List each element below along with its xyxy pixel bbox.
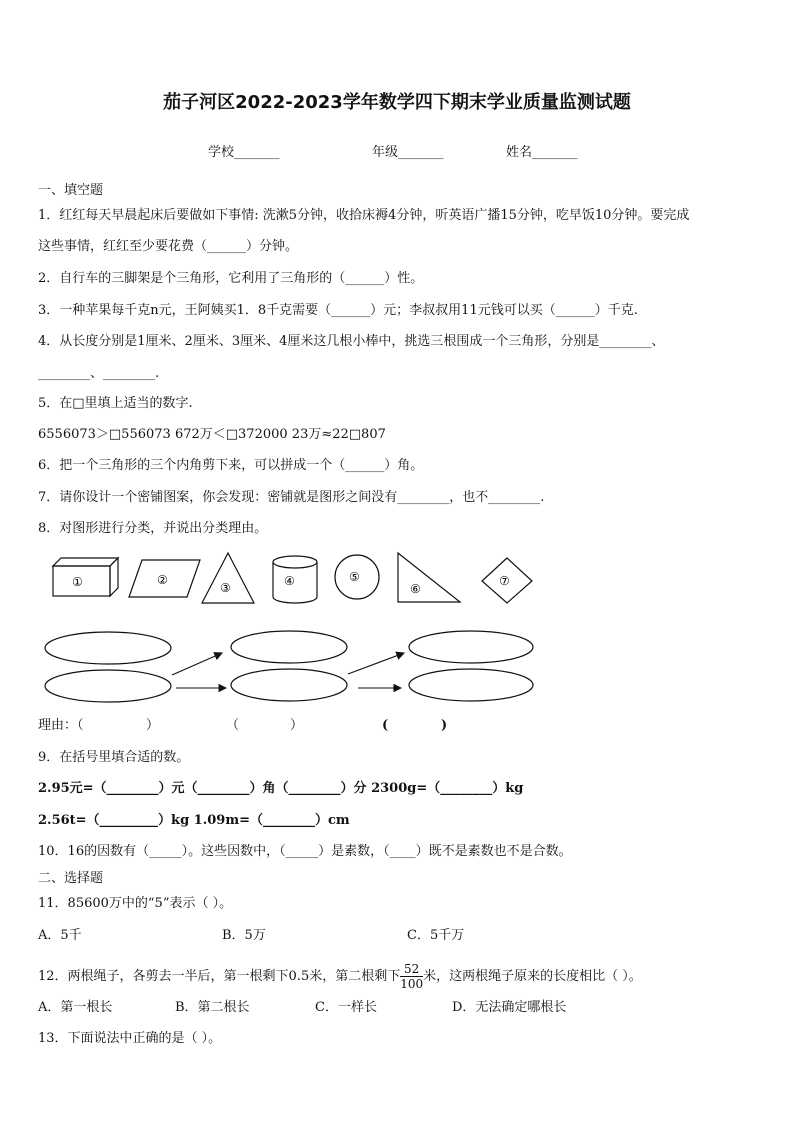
q12-fraction [400, 962, 423, 991]
q1-line2: 这些事情，红红至少要花费（______）分钟。 [38, 239, 299, 254]
q12-option-a: A．第一根长 [38, 1000, 113, 1015]
q4-line2: ________、________. [38, 366, 160, 381]
q7-text: 7．请你设计一个密铺图案，你会发现：密铺就是图形之间没有________，也不________. [38, 490, 545, 505]
q8-reason-close-1: ） [146, 718, 160, 733]
q12-option-b: B．第二根长 [175, 1000, 250, 1015]
q3-text: 3．一种苹果每千克n元，王阿姨买1．8千克需要（______）元；李叔叔用11元钱可以买（______）千克. [38, 303, 638, 318]
shape-7-diamond [482, 558, 532, 603]
q1-line1: 1．红红每天早晨起床后要做如下事情: 洗漱5分钟，收拾床褥4分钟，听英语广播15分钟，吃早饭10分钟。要完成 [38, 208, 690, 223]
q2-text: 2．自行车的三脚架是个三角形，它利用了三角形的（______）性。 [38, 271, 424, 286]
category-ellipse [231, 631, 347, 663]
shape-2-label: ② [157, 573, 168, 587]
q9-line1: 2.95元=（________）元（________）角（________）分 2300g=（________）kg [38, 781, 524, 796]
school-field: 学校_______ [208, 145, 280, 160]
shape-3-triangle [202, 553, 254, 603]
q11-option-b: B．5万 [222, 928, 266, 943]
q4-line1: 4．从长度分别是1厘米、2厘米、3厘米、4厘米这几根小棒中，挑选三根围成一个三角形，分别是________、 [38, 334, 665, 349]
shape-2-parallelogram [129, 560, 200, 597]
shape-5-circle [335, 555, 379, 599]
q8-reason-close-2: ） [290, 718, 304, 733]
q12-suffix: 米，这两根绳子原来的长度相比（ ）。 [423, 969, 642, 984]
q11-text: 11．85600万中的“5”表示（ ）。 [38, 896, 233, 911]
q11-option-c: C．5千万 [407, 928, 465, 943]
q10-text: 10．16的因数有（_____）。这些因数中，（_____）是素数，（____）既不是素数也不是合数。 [38, 844, 572, 859]
q9-line2: 2.56t=（_________）kg 1.09m=（________）cm [38, 813, 350, 828]
arrow [172, 653, 222, 675]
section-choice-heading: 二、选择题 [38, 871, 104, 886]
q5-line2: 6556073＞□556073 672万＜□372000 23万≈22□807 [38, 427, 386, 442]
shape-3-label: ③ [220, 581, 231, 595]
q5-line1: 5．在□里填上适当的数字. [38, 396, 193, 411]
q11-option-a: A．5千 [38, 928, 82, 943]
arrow [348, 653, 404, 674]
q12-fraction-denominator: 100 [400, 977, 424, 991]
category-ellipse [45, 632, 171, 664]
q8-reason-label: 理由：（ [38, 718, 84, 733]
q8-reason-open-3: ( [382, 718, 389, 733]
q9-text: 9．在括号里填合适的数。 [38, 750, 190, 765]
q8-figure [0, 545, 794, 715]
q8-reason-open-2: （ [226, 718, 240, 733]
q13-text: 13．下面说法中正确的是（ ）。 [38, 1031, 222, 1046]
category-ellipse [409, 669, 533, 701]
q12-prefix: 12．两根绳子，各剪去一半后，第一根剩下0.5米，第二根剩下 [38, 969, 401, 984]
name-field: 姓名_______ [506, 145, 578, 160]
category-ellipse [231, 669, 347, 701]
section-fill-heading: 一、填空题 [38, 183, 104, 198]
page-title: 茄子河区2022-2023学年数学四下期末学业质量监测试题 [163, 92, 631, 113]
shape-6-right-triangle [398, 553, 460, 602]
shape-1-cuboid [53, 558, 118, 596]
q12-text [38, 962, 642, 991]
q12-option-c: C．一样长 [315, 1000, 377, 1015]
shape-7-label: ⑦ [499, 574, 510, 588]
q12-fraction-numerator: 52 [400, 962, 423, 977]
shape-1-label: ① [72, 575, 83, 589]
category-ellipse [409, 631, 533, 663]
category-ellipse [45, 670, 171, 702]
shape-4-cylinder [273, 556, 317, 603]
q8-reason-close-3: ) [441, 718, 448, 733]
q8-text: 8．对图形进行分类，并说出分类理由。 [38, 521, 268, 536]
grade-field: 年级_______ [372, 145, 444, 160]
q12-option-d: D．无法确定哪根长 [452, 1000, 567, 1015]
q6-text: 6．把一个三角形的三个内角剪下来，可以拼成一个（______）角。 [38, 458, 424, 473]
shape-6-label: ⑥ [410, 582, 421, 596]
shape-4-label: ④ [284, 574, 295, 588]
shape-5-label: ⑤ [349, 570, 360, 584]
